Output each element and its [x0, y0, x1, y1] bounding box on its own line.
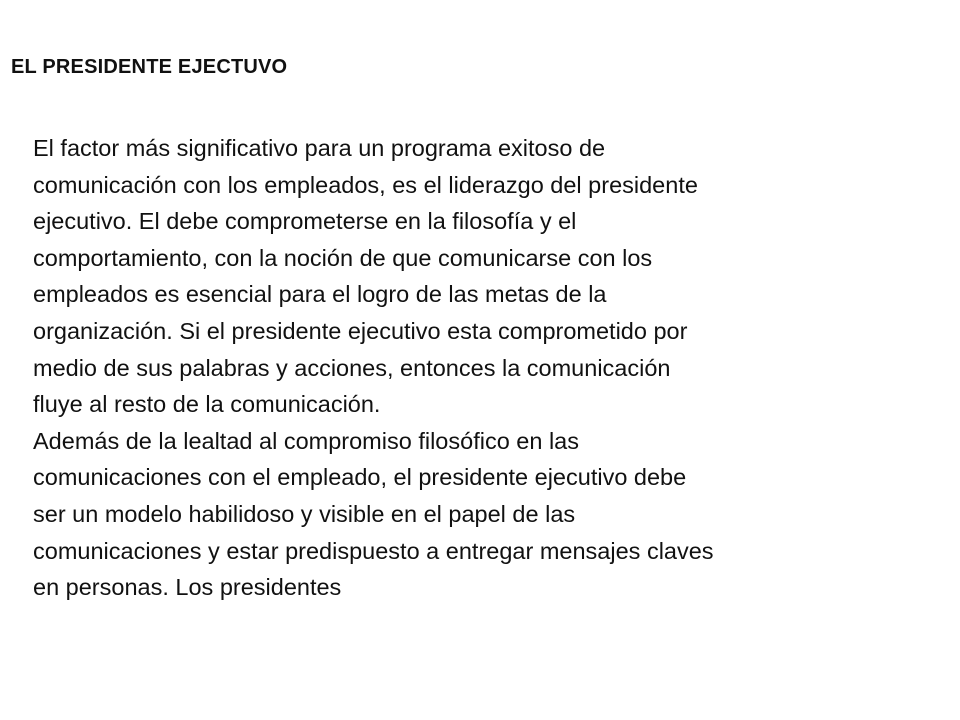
- text-line: empleados es esencial para el logro de las metas de la: [33, 281, 607, 308]
- paragraph-2: [33, 423, 913, 606]
- text-line: en personas. Los presidentes: [33, 574, 342, 601]
- text-line: ejecutivo. El debe comprometerse en la filosofía y el: [33, 208, 577, 235]
- text-line: medio de sus palabras y acciones, entonces la comunicación: [33, 354, 671, 381]
- text-line: fluye al resto de la comunicación.: [33, 391, 381, 418]
- text-line: organización. Si el presidente ejecutivo esta comprometido por: [33, 317, 688, 344]
- paragraph-1: [33, 130, 913, 423]
- text-line: El factor más significativo para un programa exitoso de: [33, 135, 606, 161]
- text-line: comunicación con los empleados, es el liderazgo del presidente: [33, 171, 698, 198]
- text-line: comunicaciones y estar predispuesto a entregar mensajes claves: [33, 537, 714, 564]
- slide-title: EL PRESIDENTE EJECTUVO: [11, 56, 288, 78]
- text-line: ser un modelo habilidoso y visible en el papel de las: [33, 500, 576, 527]
- slide-body: [33, 130, 913, 606]
- text-line: comportamiento, con la noción de que comunicarse con los: [33, 244, 653, 271]
- text-line: comunicaciones con el empleado, el presidente ejecutivo debe: [33, 464, 687, 491]
- text-line: Además de la lealtad al compromiso filosófico en las: [33, 427, 579, 454]
